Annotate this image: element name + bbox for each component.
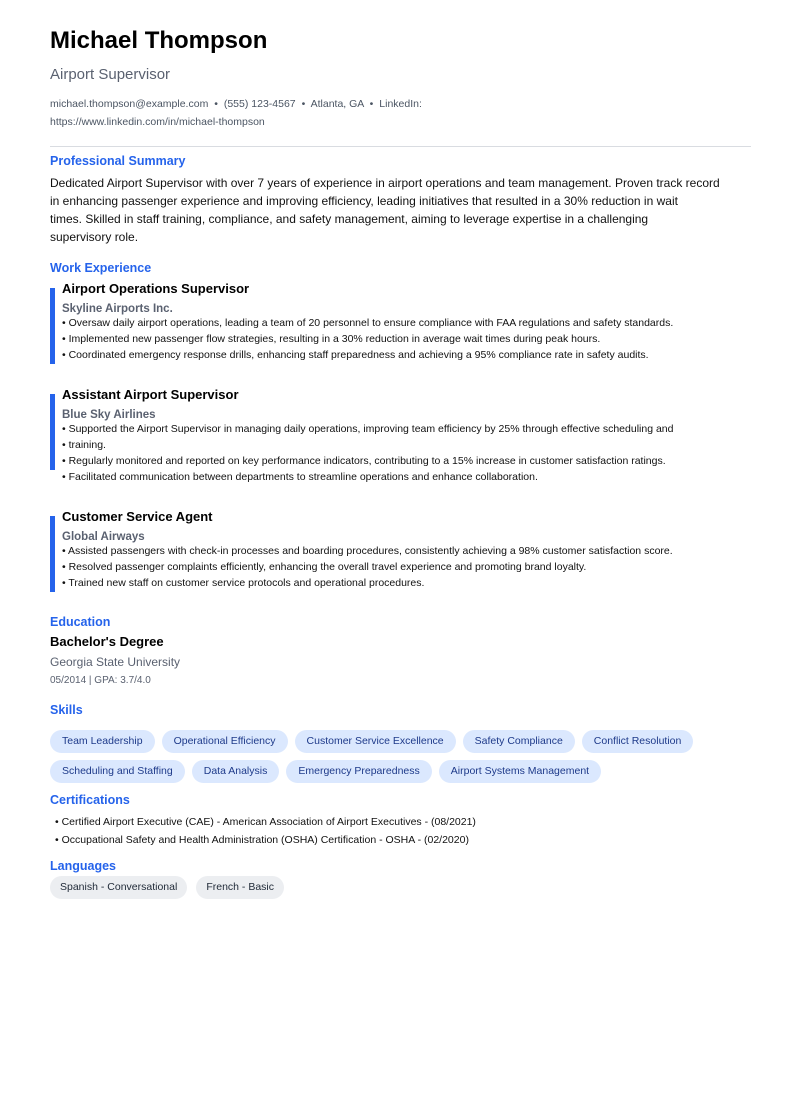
job-bullet: • Trained new staff on customer service protocols and operational procedures. — [62, 577, 425, 589]
candidate-title: Airport Supervisor — [50, 66, 171, 83]
language-chip: French - Basic — [196, 876, 284, 899]
email-link[interactable]: michael.thompson@example.com — [50, 98, 209, 110]
skill-chip: Operational Efficiency — [162, 730, 288, 753]
header-divider — [50, 146, 751, 147]
certifications-list — [55, 813, 476, 849]
skill-chip: Safety Compliance — [463, 730, 575, 753]
skill-chip: Emergency Preparedness — [286, 760, 431, 783]
skill-chip: Conflict Resolution — [582, 730, 694, 753]
job-bullet: • Oversaw daily airport operations, leading a team of 20 personnel to ensure compliance with FAA regulations and safety standards. — [62, 317, 674, 329]
separator: • — [301, 98, 306, 110]
languages-row — [50, 876, 284, 899]
job-bullet: • Assisted passengers with check-in processes and boarding procedures, consistently achieving a 98% customer satisfaction score. — [62, 545, 673, 557]
candidate-name: Michael Thompson — [50, 27, 268, 54]
job-role: Customer Service Agent — [62, 509, 213, 524]
section-title-education: Education — [50, 615, 111, 629]
summary-line: Dedicated Airport Supervisor with over 7 years of experience in airport operations and team management. Proven track record — [50, 176, 720, 190]
certification-item: • Certified Airport Executive (CAE) - American Association of Airport Executives - (08/2021) — [55, 816, 476, 828]
summary-text — [50, 174, 740, 246]
job-bullet: • Facilitated communication between departments to streamline operations and enhance collaboration. — [62, 471, 538, 483]
education-date-gpa: 05/2014 | GPA: 3.7/4.0 — [50, 675, 151, 686]
job-company: Global Airways — [62, 531, 145, 543]
separator: • — [369, 98, 374, 110]
job-company: Skyline Airports Inc. — [62, 303, 173, 315]
linkedin-link[interactable]: https://www.linkedin.com/in/michael-thompson — [50, 116, 265, 128]
summary-line: supervisory role. — [50, 230, 139, 244]
job-role: Assistant Airport Supervisor — [62, 387, 239, 402]
skill-chip: Data Analysis — [192, 760, 280, 783]
summary-line: in enhancing passenger experience and improving efficiency, leading initiatives that resulted in a 30% reduction in wait — [50, 194, 678, 208]
job-accent-bar — [50, 394, 55, 470]
job-company: Blue Sky Airlines — [62, 409, 156, 421]
job-bullets — [62, 421, 702, 485]
section-title-languages: Languages — [50, 859, 116, 873]
skill-chip: Team Leadership — [50, 730, 155, 753]
job-bullets — [62, 315, 702, 363]
section-title-experience: Work Experience — [50, 261, 152, 275]
skill-chip: Airport Systems Management — [439, 760, 601, 783]
phone-number: (555) 123-4567 — [223, 98, 296, 110]
section-title-skills: Skills — [50, 703, 83, 717]
skills-row — [50, 760, 601, 783]
summary-line: times. Skilled in staff training, compliance, and safety management, aiming to leverage expertise in a challenging — [50, 212, 649, 226]
job-bullet: • training. — [62, 439, 106, 451]
job-accent-bar — [50, 516, 55, 592]
job-accent-bar — [50, 288, 55, 364]
skill-chip: Scheduling and Staffing — [50, 760, 185, 783]
job-bullet: • Implemented new passenger flow strategies, resulting in a 30% reduction in average wait times during peak hours. — [62, 333, 601, 345]
skill-chip: Customer Service Excellence — [295, 730, 456, 753]
job-bullet: • Resolved passenger complaints efficiently, enhancing the overall travel experience and promoting brand loyalty. — [62, 561, 587, 573]
job-bullet: • Regularly monitored and reported on key performance indicators, contributing to a 15% increase in customer satisfaction ratings. — [62, 455, 666, 467]
language-chip: Spanish - Conversational — [50, 876, 187, 899]
education-degree: Bachelor's Degree — [50, 634, 164, 649]
section-title-certifications: Certifications — [50, 793, 130, 807]
job-bullet: • Coordinated emergency response drills, enhancing staff preparedness and achieving a 95% compliance rate in safety audits. — [62, 349, 649, 361]
job-bullets — [62, 543, 702, 591]
certification-item: • Occupational Safety and Health Administration (OSHA) Certification - OSHA - (02/2020) — [55, 834, 469, 846]
separator: • — [214, 98, 218, 110]
job-role: Airport Operations Supervisor — [62, 281, 250, 296]
contact-info — [50, 95, 470, 131]
education-school: Georgia State University — [50, 655, 181, 669]
section-title-summary: Professional Summary — [50, 154, 186, 168]
job-bullet: • Supported the Airport Supervisor in managing daily operations, improving team efficiency by 25% through effective scheduling and — [62, 423, 674, 435]
skills-row — [50, 730, 693, 753]
linkedin-label: LinkedIn: — [379, 98, 422, 110]
location: Atlanta, GA — [310, 98, 364, 110]
